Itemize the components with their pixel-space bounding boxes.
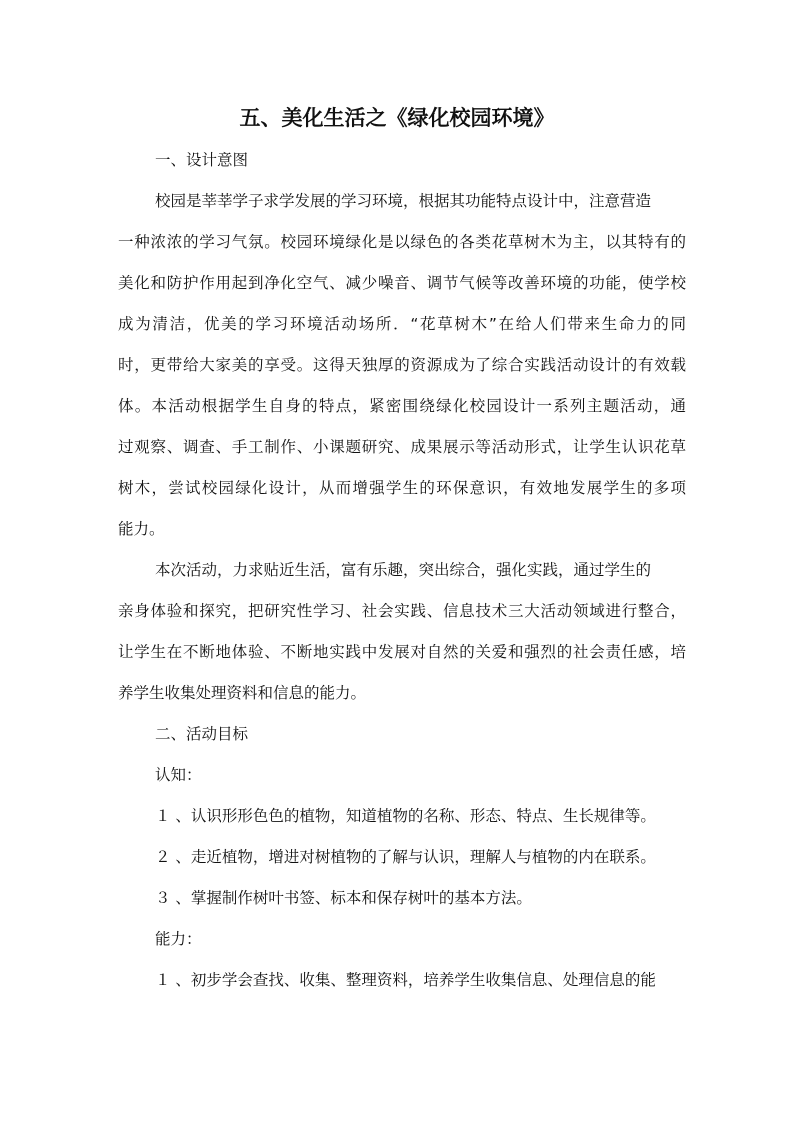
paragraph-line: 能力。 (118, 520, 165, 538)
paragraph-line: 树木，尝试校园绿化设计，从而增强学生的环保意识，有效地发展学生的多项 (118, 479, 686, 497)
paragraph-line: 亲身体验和探究，把研究性学习、社会实践、信息技术三大活动领域进行整合， (118, 602, 686, 620)
list-item: １ 、初步学会查找、收集、整理资料，培养学生收集信息、处理信息的能 (155, 971, 656, 989)
list-item: ２ 、走近植物，增进对树植物的了解与认识，理解人与植物的内在联系。 (155, 848, 656, 866)
paragraph-line: 本次活动，力求贴近生活，富有乐趣，突出综合，强化实践，通过学生的 (155, 561, 652, 579)
paragraph-line: 校园是莘莘学子求学发展的学习环境，根据其功能特点设计中，注意营造 (155, 192, 652, 210)
list-item: １ 、认识形形色色的植物，知道植物的名称、形态、特点、生长规律等。 (155, 807, 656, 825)
list-item: ３ 、掌握制作树叶书签、标本和保存树叶的基本方法。 (155, 889, 532, 907)
paragraph-line: 养学生收集处理资料和信息的能力。 (118, 684, 367, 702)
paragraph-line: 一种浓浓的学习气氛。校园环境绿化是以绿色的各类花草树木为主，以其特有的 (118, 233, 686, 251)
subheading-ability: 能力： (155, 930, 202, 948)
subheading-cognition: 认知： (155, 766, 202, 784)
page-title: 五、美化生活之《绿化校园环境》 (239, 106, 555, 130)
section-heading-design-intent: 一、设计意图 (155, 151, 249, 169)
paragraph-line: 过观察、调查、手工制作、小课题研究、成果展示等活动形式，让学生认识花草 (118, 438, 686, 456)
paragraph-line: 让学生在不断地体验、不断地实践中发展对自然的关爱和强烈的社会责任感，培 (118, 643, 686, 661)
paragraph-line: 体。本活动根据学生自身的特点，紧密围绕绿化校园设计一系列主题活动，通 (118, 397, 686, 415)
section-heading-activity-goals: 二、活动目标 (155, 725, 249, 743)
paragraph-line: 成为清洁，优美的学习环境活动场所．“花草树木”在给人们带来生命力的同 (118, 315, 686, 333)
paragraph-line: 美化和防护作用起到净化空气、减少噪音、调节气候等改善环境的功能，使学校 (118, 274, 686, 292)
paragraph-line: 时，更带给大家美的享受。这得天独厚的资源成为了综合实践活动设计的有效载 (118, 356, 686, 374)
